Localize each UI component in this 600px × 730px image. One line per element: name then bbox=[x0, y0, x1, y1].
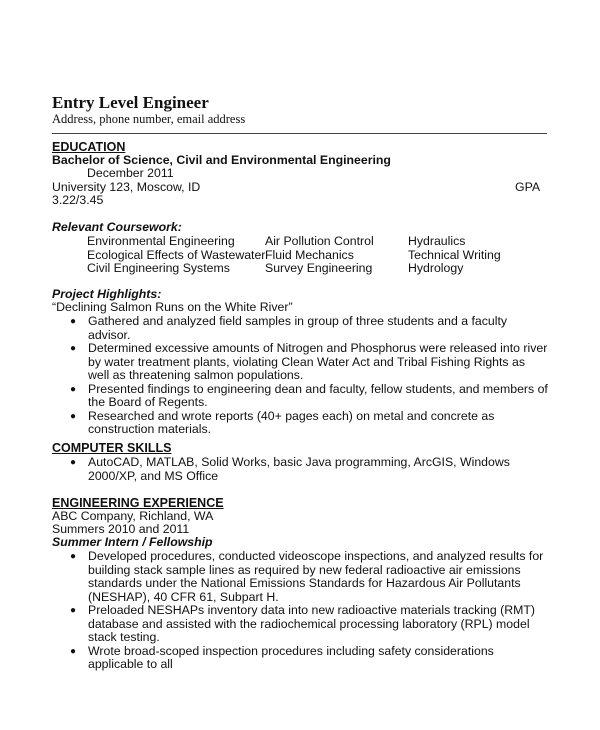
course-item: Air Pollution Control bbox=[265, 234, 374, 248]
bullet-icon: ● bbox=[70, 410, 77, 422]
list-item: ● Developed procedures, conducted videoscope inspections, and analyzed results for building stack sample lines as required by new federal radioactive air emissions standards under the National Emissions Standards for Hazardous Air Pollutants (NESHAP), 40 CFR 61, Subpart H. bbox=[70, 549, 544, 604]
company-name: ABC Company, Richland, WA bbox=[52, 509, 214, 523]
list-item: ● Preloaded NESHAPs inventory data into new radioactive materials tracking (RMT) database and assisted with the radiochemical processing laboratory (RPL) model stack testing. bbox=[70, 603, 535, 644]
course-item: Environmental Engineering bbox=[87, 234, 235, 248]
gpa-value: 3.22/3.45 bbox=[52, 193, 104, 207]
contact-line: Address, phone number, email address bbox=[52, 112, 246, 126]
list-item: ● AutoCAD, MATLAB, Solid Works, basic Java programming, ArcGIS, Windows 2000/XP, and MS Office bbox=[70, 455, 510, 483]
resume-title: Entry Level Engineer bbox=[52, 93, 209, 112]
coursework-heading: Relevant Coursework: bbox=[52, 220, 182, 234]
job-role: Summer Intern / Fellowship bbox=[52, 535, 213, 549]
experience-heading: ENGINEERING EXPERIENCE bbox=[52, 496, 224, 510]
list-item: ● Presented findings to engineering dean and faculty, fellow students, and members of the Board of Regents. bbox=[70, 381, 548, 409]
project-bullets bbox=[70, 315, 548, 437]
coursework-column-1 bbox=[87, 235, 265, 276]
bullet-icon: ● bbox=[70, 383, 77, 395]
course-item: Survey Engineering bbox=[265, 261, 373, 275]
graduation-date: December 2011 bbox=[87, 166, 174, 180]
list-item: ● Researched and wrote reports (40+ pages each) on metal and concrete as construction materials. bbox=[70, 408, 495, 436]
skills-bullets bbox=[70, 456, 548, 483]
coursework-column-3 bbox=[408, 235, 501, 276]
list-item: ● Determined excessive amounts of Nitrogen and Phosphorus were released into river by water treatment plants, violating Clean Water Act and Tribal Fishing Rights as well as threatening salmon populations. bbox=[70, 341, 548, 382]
bullet-icon: ● bbox=[70, 645, 77, 657]
projects-heading: Project Highlights: bbox=[52, 287, 162, 301]
course-item: Technical Writing bbox=[408, 247, 501, 262]
bullet-icon: ● bbox=[70, 605, 77, 616]
course-item: Ecological Effects of Wastewater bbox=[87, 247, 266, 262]
coursework-column-2 bbox=[265, 235, 374, 276]
experience-bullets bbox=[70, 550, 548, 672]
bullet-icon: ● bbox=[70, 457, 77, 468]
list-item: ● Wrote broad-scoped inspection procedures including safety considerations applicable to all bbox=[70, 643, 494, 671]
degree: Bachelor of Science, Civil and Environmental Engineering bbox=[52, 153, 391, 167]
education-heading: EDUCATION bbox=[52, 140, 126, 154]
bullet-icon: ● bbox=[70, 316, 77, 327]
school-name: University 123, Moscow, ID bbox=[52, 180, 201, 194]
header-divider bbox=[52, 133, 547, 134]
course-item: Hydrology bbox=[408, 261, 464, 275]
gpa-label: GPA bbox=[515, 180, 541, 194]
course-item: Hydraulics bbox=[408, 234, 466, 248]
skills-heading: COMPUTER SKILLS bbox=[52, 441, 172, 455]
bullet-icon: ● bbox=[70, 551, 77, 562]
employment-dates: Summers 2010 and 2011 bbox=[52, 522, 190, 536]
list-item: ● Gathered and analyzed field samples in group of three students and a faculty advisor. bbox=[70, 314, 508, 342]
project-title: “Declining Salmon Runs on the White River” bbox=[52, 300, 293, 314]
course-item: Civil Engineering Systems bbox=[87, 261, 230, 275]
bullet-icon: ● bbox=[70, 343, 77, 354]
course-item: Fluid Mechanics bbox=[265, 247, 354, 262]
